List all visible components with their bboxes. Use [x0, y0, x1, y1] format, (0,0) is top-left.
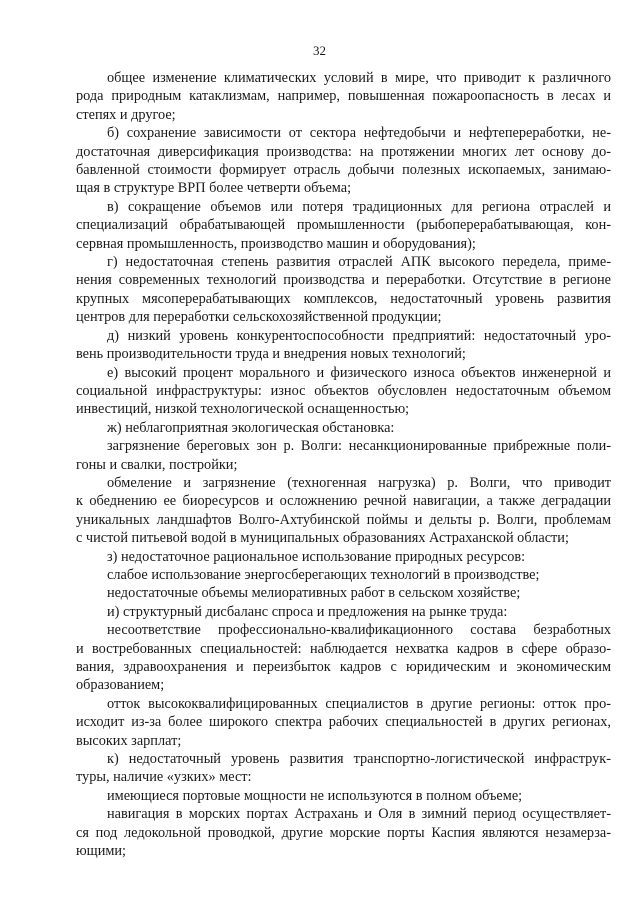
text-line: высоких зарплат;: [76, 732, 182, 749]
text-line: общее изменение климатических условий в мире, что приводит к различного: [107, 70, 611, 86]
text-line: крупных мясоперерабатывающих комплексов, недостаточный уровень развития: [76, 290, 611, 307]
text-line: социальной инфраструктуры: износ объектов обусловлен недостаточным объемом: [76, 382, 611, 399]
text-line: ся под ледокольной проводкой, другие морские порты Каспия являются незамерза-: [76, 824, 611, 841]
document-body: [76, 69, 611, 860]
text-line: степях и другое;: [76, 106, 176, 123]
text-line: туры, наличие «узких» мест:: [76, 769, 252, 786]
text-line: исходит из-за более широкого спектра рабочих специальностей в других регионах,: [76, 714, 611, 731]
text-line: сервная промышленность, производство машин и оборудования);: [76, 235, 476, 252]
text-line: ющими;: [76, 843, 127, 860]
text-line: вания, здравоохранения и переизбыток кадров с юридическим и экономическим: [76, 659, 611, 675]
text-line: обмеление и загрязнение (техногенная нагрузка) р. Волги, что приводит: [107, 474, 611, 491]
text-line: к обеднению ее биоресурсов и осложнению речной навигации, а также деградации: [76, 493, 611, 510]
page-number: 32: [313, 43, 326, 58]
text-line: инвестиций, низкой технологической оснащенностью;: [76, 401, 410, 418]
text-line: щая в структуре ВРП более четверти объема;: [76, 180, 352, 197]
text-line: к) недостаточный уровень развития транспортно-логистической инфраструк-: [107, 751, 611, 768]
text-line: с чистой питьевой водой в муниципальных образованиях Астраханской области;: [76, 530, 569, 547]
text-line: з) недостаточное рациональное использование природных ресурсов:: [107, 548, 526, 565]
text-line: загрязнение береговых зон р. Волги: несанкционированные прибрежные поли-: [107, 438, 611, 455]
text-line: специализаций обрабатывающей промышленности (рыбоперерабатывающая, кон-: [76, 217, 611, 234]
text-line: образованием;: [76, 677, 165, 694]
text-line: гоны и свалки, постройки;: [76, 456, 238, 473]
text-line: навигация в морских портах Астрахань и Оля в зимний период осуществляет-: [107, 806, 611, 823]
text-line: и востребованных специальностей: наблюдается нехватка кадров в сфере образо-: [76, 640, 611, 657]
text-line: недостаточные объемы мелиоративных работ в сельском хозяйстве;: [107, 585, 521, 602]
text-line: вень производительности труда и внедрения новых технологий;: [76, 346, 466, 363]
text-line: достаточная диверсификация производства: на протяжении многих лет основу до-: [76, 143, 611, 160]
text-line: уникальных ландшафтов Волго-Ахтубинской поймы и дельты р. Волги, проблемам: [76, 511, 611, 528]
text-line: и) структурный дисбаланс спроса и предложения на рынке труда:: [107, 603, 508, 620]
text-line: бавленной стоимости формирует отрасль добычи полезных ископаемых, занимаю-: [76, 162, 611, 179]
text-line: ж) неблагоприятная экологическая обстановка:: [107, 419, 395, 436]
text-line: несоответствие профессионально-квалификационного состава безработных: [107, 622, 611, 639]
text-line: отток высококвалифицированных специалистов в другие регионы: отток про-: [107, 695, 611, 712]
text-line: нения современных технологий производства и переработки. Отсутствие в регионе: [76, 272, 611, 289]
text-line: е) высокий процент морального и физического износа объектов инженерной и: [107, 364, 611, 381]
text-line: б) сохранение зависимости от сектора нефтедобычи и нефтепереработки, не-: [107, 125, 611, 142]
text-line: д) низкий уровень конкурентоспособности предприятий: недостаточный уро-: [107, 327, 611, 344]
text-line: имеющиеся портовые мощности не используются в полном объеме;: [107, 787, 523, 804]
text-line: в) сокращение объемов или потеря традиционных для региона отраслей и: [107, 198, 611, 215]
text-line: центров для переработки сельскохозяйственной продукции;: [76, 309, 442, 326]
text-line: рода природным катаклизмам, например, повышенная пожароопасность в лесах и: [76, 88, 611, 105]
text-line: слабое использование энергосберегающих технологий в производстве;: [107, 566, 540, 583]
text-line: г) недостаточная степень развития отраслей АПК высокого передела, приме-: [107, 254, 611, 271]
